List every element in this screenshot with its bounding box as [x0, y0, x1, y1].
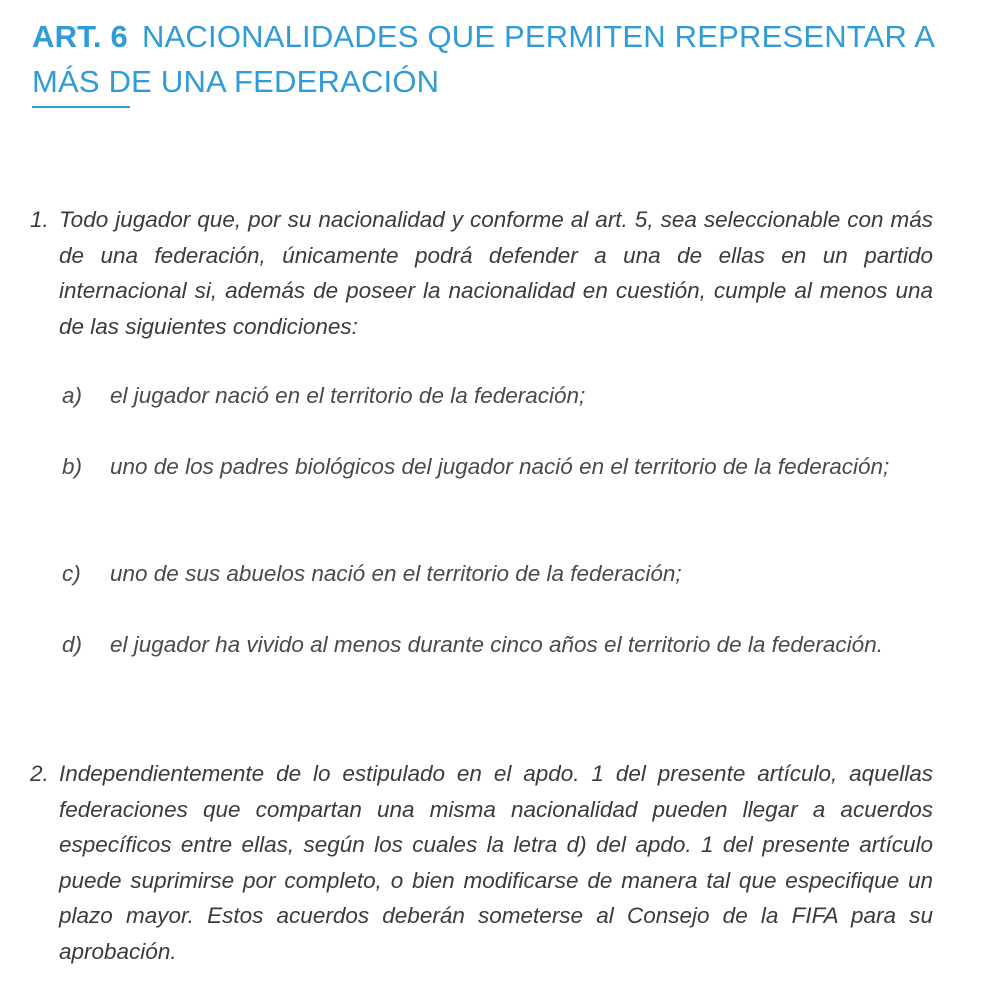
heading-underline: [32, 106, 130, 108]
clause-1-text: Todo jugador que, por su nacionalidad y conforme al art. 5, sea seleccionable con más de una federación, únicamente podrá defender a una de ellas en un partido internacional si, además de poseer la nacionalidad en cuestión, cumple al menos una de las siguientes condiciones:: [59, 207, 933, 339]
clause-1-number: 1.: [30, 207, 49, 232]
condition-b-letter: b): [62, 454, 83, 479]
article-heading: [32, 14, 962, 104]
condition-a-letter: a): [62, 383, 83, 408]
clause-2-text: Independientemente de lo estipulado en el apdo. 1 del presente artículo, aquellas federaciones que compartan una misma nacionalidad pueden llegar a acuerdos específicos entre ellas, según los cuales la letra d) del apdo. 1 del presente artículo puede suprimirse por completo, o bien modificarse de manera tal que especifique un plazo mayor. Estos acuerdos deberán someterse al Consejo de la FIFA para su aprobación.: [59, 761, 933, 964]
condition-a-text: el jugador nació en el territorio de la federación;: [110, 383, 586, 408]
condition-b-text: uno de los padres biológicos del jugador nació en el territorio de la federación;: [110, 454, 890, 479]
condition-d-text: el jugador ha vivido al menos durante cinco años el territorio de la federación.: [110, 632, 883, 657]
clause-1: [30, 202, 933, 344]
condition-c-letter: c): [62, 561, 81, 586]
article-title: NACIONALIDADES QUE PERMITEN REPRESENTAR A MÁS DE UNA FEDERACIÓN: [32, 19, 934, 99]
condition-a: [62, 378, 933, 414]
clause-2: [30, 756, 933, 969]
condition-c: [62, 556, 933, 592]
condition-d-letter: d): [62, 632, 83, 657]
clause-2-number: 2.: [30, 761, 49, 786]
article-number: ART. 6: [32, 19, 128, 54]
condition-c-text: uno de sus abuelos nació en el territorio de la federación;: [110, 561, 682, 586]
condition-b: [62, 449, 933, 485]
condition-d: [62, 627, 933, 663]
